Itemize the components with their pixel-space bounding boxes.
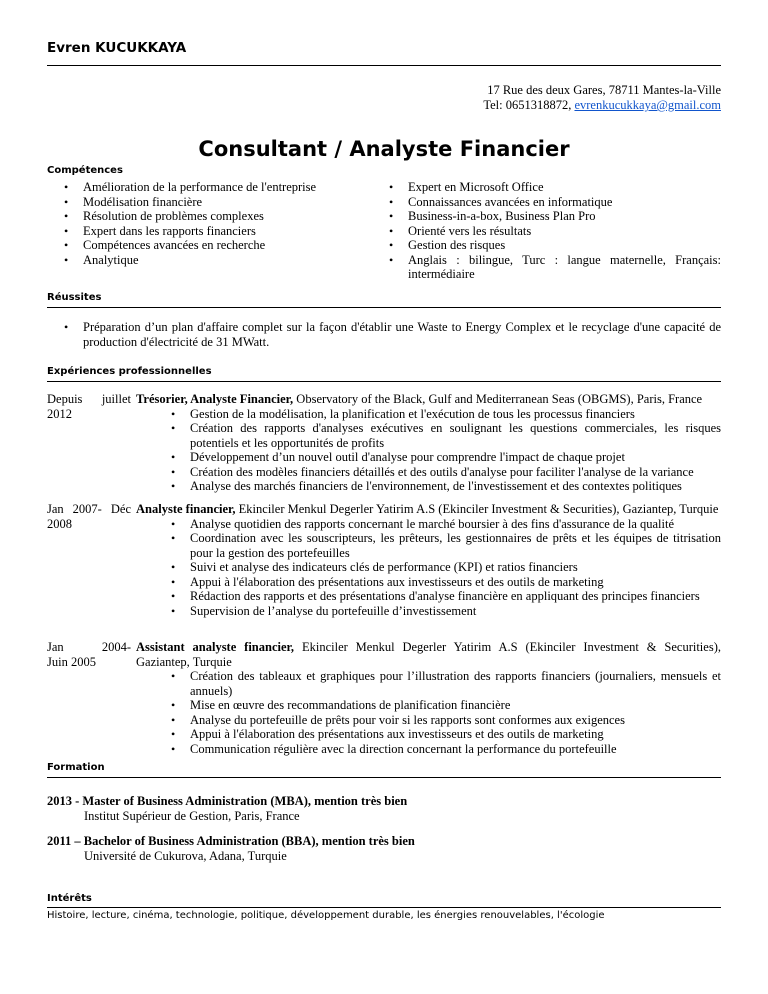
job-role: Analyste financier, [136, 502, 236, 516]
section-heading-experiences: Expériences professionnelles [47, 366, 212, 377]
list-item: • Appui à l'élaboration des présentations aux investisseurs et des outils de marketing [163, 727, 721, 742]
job-entry [136, 392, 721, 494]
job-entry [136, 502, 721, 618]
section-divider [47, 777, 721, 778]
competences-right-list [381, 180, 721, 282]
job-date-line: 2012 [47, 406, 72, 421]
job-date-line: Juin 2005 [47, 654, 96, 669]
list-item: • Anglais : bilingue, Turc : langue maternelle, Français: intermédiaire [381, 253, 721, 282]
section-heading-interets: Intérêts [47, 893, 92, 904]
job-entry [136, 640, 721, 756]
job-role: Assistant analyste financier, [136, 640, 295, 654]
job-bullets [163, 407, 721, 494]
contact-block [483, 83, 721, 113]
list-item: • Connaissances avancées en informatique [381, 195, 721, 210]
list-item: • Analytique [56, 253, 366, 268]
address: 17 Rue des deux Gares, 78711 Mantes-la-Ville [487, 83, 721, 97]
list-item: • Suivi et analyse des indicateurs clés de performance (KPI) et ratios financiers [163, 560, 721, 575]
list-item: • Analyse du portefeuille de prêts pour voir si les rapports sont conformes aux exigences [163, 713, 721, 728]
job-company: Ekinciler Menkul Degerler Yatirim A.S (Ekinciler Investment & Securities), Gaziantep, Turquie [136, 640, 721, 669]
list-item: • Business-in-a-box, Business Plan Pro [381, 209, 721, 224]
list-item: • Développement d’un nouvel outil d'analyse pour comprendre l'impact de chaque projet [163, 450, 721, 465]
section-heading-competences: Compétences [47, 165, 123, 176]
list-item: • Analyse des marchés financiers de l'environnement, de l'investissement et des contextes politiques [163, 479, 721, 494]
candidate-name: Evren KUCUKKAYA [47, 40, 187, 56]
name-divider [47, 65, 721, 66]
job-role: Trésorier, Analyste Financier, [136, 392, 294, 406]
job-bullets [163, 517, 721, 619]
list-item: • Modélisation financière [56, 195, 366, 210]
job-date-line: Jan 2007- Déc [47, 502, 131, 516]
competences-left-list [56, 180, 366, 267]
list-item: • Expert en Microsoft Office [381, 180, 721, 195]
job-date-line: Jan 2004- [47, 640, 131, 654]
job-dates [47, 392, 131, 421]
job-heading [136, 502, 721, 517]
list-item: • Gestion de la modélisation, la planification et l'exécution de tous les processus financiers [163, 407, 721, 422]
list-item: • Création des tableaux et graphiques pour l’illustration des rapports financiers (journaliers, mensuels et annuels) [163, 669, 721, 698]
list-item: • Création des rapports d'analyses exécutives en soulignant les questions commerciales, les risques potentiels et les opportunités de profits [163, 421, 721, 450]
list-item: • Orienté vers les résultats [381, 224, 721, 239]
list-item: • Coordination avec les souscripteurs, les prêteurs, les gestionnaires de prêts et les équipes de titrisation pour la gestion des portefeuilles [163, 531, 721, 560]
education-degree: 2011 – Bachelor of Business Administration (BBA), mention très bien [47, 834, 415, 848]
list-item: • Création des modèles financiers détaillés et des outils d'analyse pour faciliter l'analyse de la variance [163, 465, 721, 480]
job-date-line: Depuis juillet [47, 392, 131, 406]
section-divider [47, 381, 721, 382]
job-date-line: 2008 [47, 516, 72, 531]
education-institution: Université de Cukurova, Adana, Turquie [84, 848, 287, 863]
interests-text: Histoire, lecture, cinéma, technologie, politique, développement durable, les énergies renouvelables, l'écologie [47, 910, 605, 921]
education-degree: 2013 - Master of Business Administration (MBA), mention très bien [47, 794, 408, 808]
list-item: • Compétences avancées en recherche [56, 238, 366, 253]
list-item: • Supervision de l’analyse du portefeuille d’investissement [163, 604, 721, 619]
reussites-list [56, 320, 721, 349]
job-company: Ekinciler Menkul Degerler Yatirim A.S (Ekinciler Investment & Securities), Gaziantep, Turquie [235, 502, 719, 516]
list-item: • Analyse quotidien des rapports concernant le marché boursier à des fins d'assurance de la qualité [163, 517, 721, 532]
phone: Tel: 0651318872, [483, 98, 575, 112]
contact-line [483, 98, 721, 113]
job-dates [47, 502, 131, 531]
list-item: • Gestion des risques [381, 238, 721, 253]
job-title: Consultant / Analyste Financier [198, 137, 570, 161]
list-item: • Expert dans les rapports financiers [56, 224, 366, 239]
education-institution: Institut Supérieur de Gestion, Paris, France [84, 808, 300, 823]
list-item: • Communication régulière avec la direction concernant la performance du portefeuille [163, 742, 721, 757]
job-bullets [163, 669, 721, 756]
job-heading [136, 640, 721, 669]
section-heading-formation: Formation [47, 762, 105, 773]
list-item: • Préparation d’un plan d'affaire complet sur la façon d'établir une Waste to Energy Complex et le recyclage d'une capacité de production d'électricité de 31 MWatt. [56, 320, 721, 349]
list-item: • Résolution de problèmes complexes [56, 209, 366, 224]
list-item: • Mise en œuvre des recommandations de planification financière [163, 698, 721, 713]
job-heading [136, 392, 721, 407]
list-item: • Amélioration de la performance de l'entreprise [56, 180, 366, 195]
section-heading-reussites: Réussites [47, 292, 102, 303]
email-link[interactable]: evrenkucukkaya@gmail.com [574, 98, 721, 112]
section-divider [47, 907, 721, 908]
job-company: Observatory of the Black, Gulf and Mediterranean Seas (OBGMS), Paris, France [293, 392, 703, 406]
list-item: • Rédaction des rapports et des présentations d'analyse financière en appliquant des principes financiers [163, 589, 721, 604]
section-divider [47, 307, 721, 308]
education-entry [47, 834, 415, 863]
list-item: • Appui à l'élaboration des présentations aux investisseurs et des outils de marketing [163, 575, 721, 590]
job-dates [47, 640, 131, 669]
education-entry [47, 794, 407, 823]
